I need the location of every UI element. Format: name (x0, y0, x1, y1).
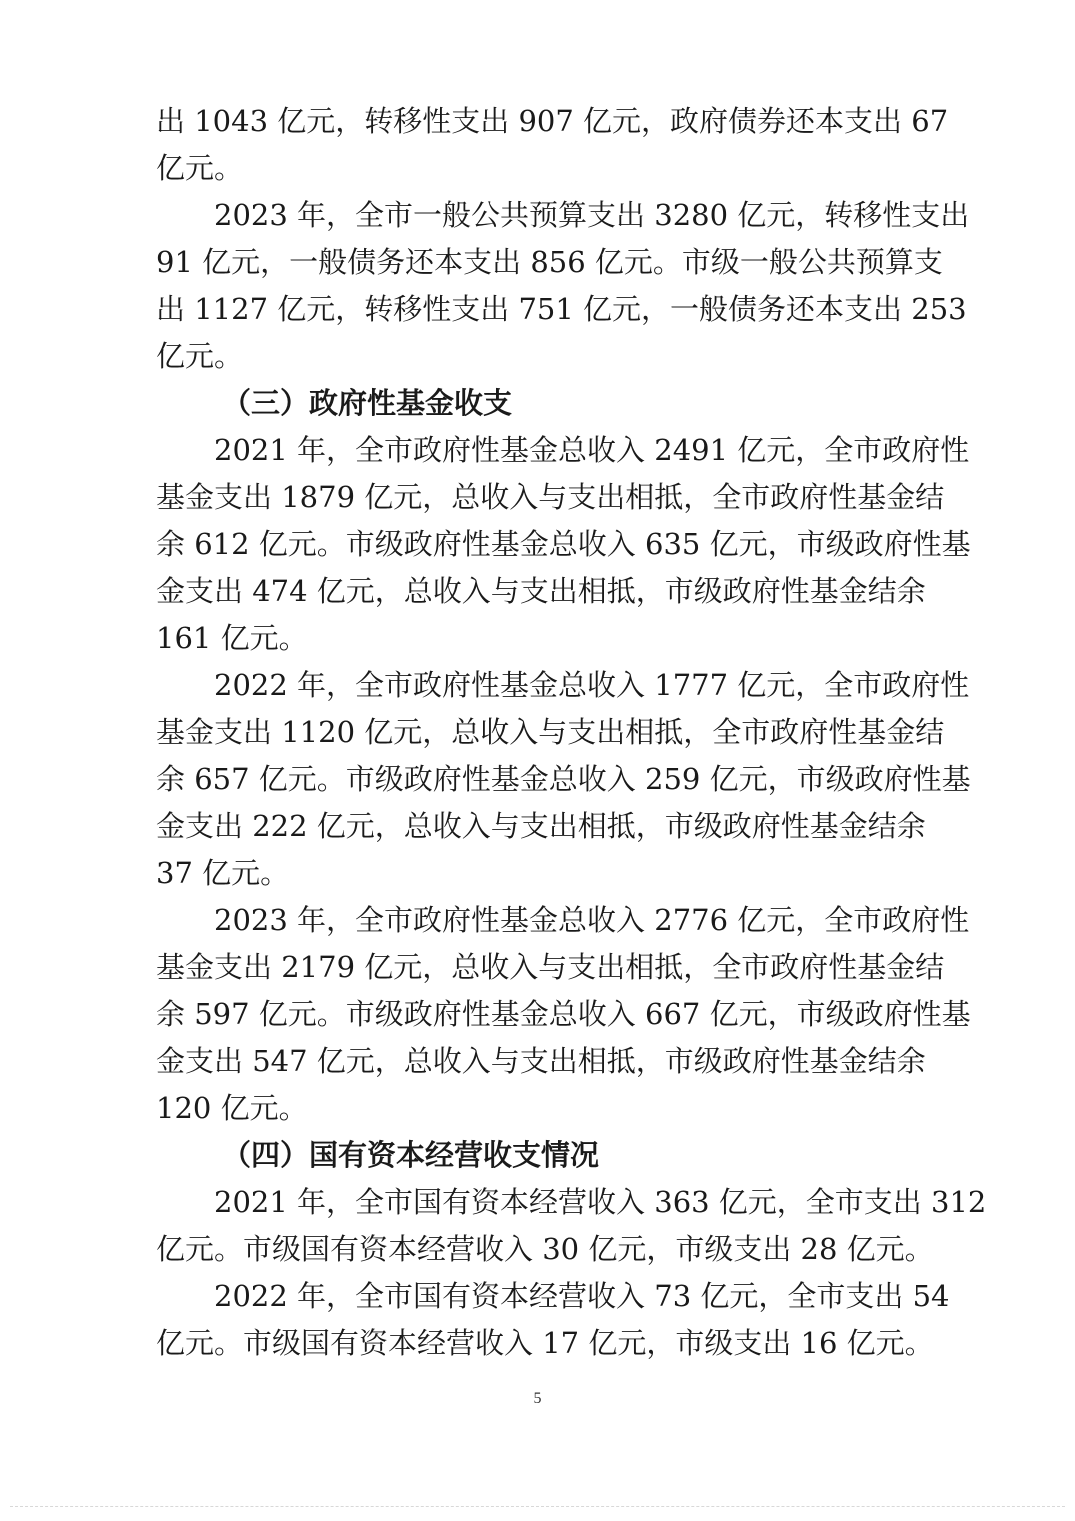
text-line: 基金支出 2179 亿元，总收入与支出相抵，全市政府性基金结 (156, 950, 945, 984)
text-line: 37 亿元。 (156, 856, 290, 890)
text-line: 基金支出 1879 亿元，总收入与支出相抵，全市政府性基金结 (156, 480, 945, 514)
text-line: 金支出 474 亿元，总收入与支出相抵，市级政府性基金结余 (156, 574, 926, 608)
text-line: 亿元。市级国有资本经营收入 30 亿元，市级支出 28 亿元。 (156, 1232, 934, 1266)
text-line: 金支出 547 亿元，总收入与支出相抵，市级政府性基金结余 (156, 1044, 926, 1078)
text-line: 2021 年，全市政府性基金总收入 2491 亿元，全市政府性 (214, 433, 970, 467)
text-line: 2022 年，全市政府性基金总收入 1777 亿元，全市政府性 (214, 668, 970, 702)
text-line: 亿元。 (156, 339, 244, 373)
text-line: 120 亿元。 (156, 1091, 308, 1125)
text-line: 金支出 222 亿元，总收入与支出相抵，市级政府性基金结余 (156, 809, 926, 843)
text-line: 2022 年，全市国有资本经营收入 73 亿元，全市支出 54 (214, 1279, 950, 1313)
text-line: 余 657 亿元。市级政府性基金总收入 259 亿元，市级政府性基 (156, 762, 971, 796)
text-line: 2023 年，全市一般公共预算支出 3280 亿元，转移性支出 (214, 198, 970, 232)
text-line: 91 亿元，一般债务还本支出 856 亿元。市级一般公共预算支 (156, 245, 943, 279)
text-line: 2023 年，全市政府性基金总收入 2776 亿元，全市政府性 (214, 903, 970, 937)
text-line: 亿元。 (156, 151, 244, 185)
body-text (156, 98, 987, 1367)
text-line: 余 597 亿元。市级政府性基金总收入 667 亿元，市级政府性基 (156, 997, 971, 1031)
text-line: 基金支出 1120 亿元，总收入与支出相抵，全市政府性基金结 (156, 715, 945, 749)
page-number: 5 (533, 1390, 542, 1407)
text-line: 亿元。市级国有资本经营收入 17 亿元，市级支出 16 亿元。 (156, 1326, 934, 1360)
text-line: 出 1043 亿元，转移性支出 907 亿元，政府债券还本支出 67 (156, 104, 949, 138)
bottom-divider (10, 1506, 1065, 1507)
text-line: 161 亿元。 (156, 621, 308, 655)
section-heading: （四）国有资本经营收支情况 (222, 1138, 600, 1172)
section-heading: （三）政府性基金收支 (222, 386, 513, 420)
text-line: 2021 年，全市国有资本经营收入 363 亿元，全市支出 312 (214, 1185, 987, 1219)
text-line: 出 1127 亿元，转移性支出 751 亿元，一般债务还本支出 253 (156, 292, 967, 326)
text-line: 余 612 亿元。市级政府性基金总收入 635 亿元，市级政府性基 (156, 527, 971, 561)
